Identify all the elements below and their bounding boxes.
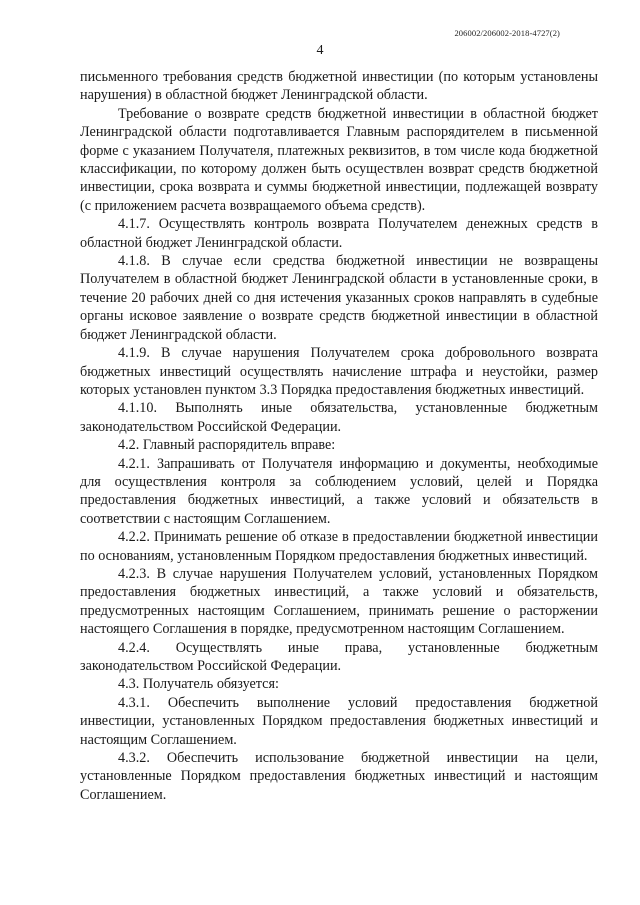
paragraph-4-3-1: 4.3.1. Обеспечить выполнение условий предоставления бюджетной инвестиции, установленных Порядком предоставления бюджетных инвестиций и настоящим Соглашением.	[80, 694, 598, 748]
paragraph-4-2-1: 4.2.1. Запрашивать от Получателя информацию и документы, необходимые для осуществления контроля за соблюдением условий, целей и Порядка предоставления бюджетных инвестиций, а также условий и обязательств в соответствии с настоящим Соглашением.	[80, 455, 598, 527]
paragraph-refund-requirement: Требование о возврате средств бюджетной инвестиции в областной бюджет Ленинградской области подготавливается Главным распорядителем в письменной форме с указанием Получателя, платежных реквизитов, в том числе кода бюджетной классификации, по которому должен быть осуществлен возврат средств бюджетной инвестиции, срока возврата и суммы бюджетной инвестиции, подлежащей возврату (с приложением расчета возвращаемого объема средств).	[80, 105, 598, 214]
paragraph-4-2-4: 4.2.4. Осуществлять иные права, установленные бюджетным законодательством Российской Федерации.	[80, 639, 598, 674]
paragraph-4-2-2: 4.2.2. Принимать решение об отказе в предоставлении бюджетной инвестиции по основаниям, установленным Порядком предоставления бюджетных инвестиций.	[80, 529, 598, 564]
paragraph-4-2: 4.2. Главный распорядитель вправе:	[118, 437, 336, 454]
document-body	[80, 68, 598, 804]
page-number: 4	[316, 43, 324, 58]
paragraph-continuation: письменного требования средств бюджетной инвестиции (по которым установлены нарушения) в областной бюджет Ленинградской области.	[80, 69, 598, 104]
paragraph-4-1-9: 4.1.9. В случае нарушения Получателем срока добровольного возврата бюджетных инвестиций осуществлять начисление штрафа и неустойки, размер которых установлен пунктом 3.3 Порядка предоставления бюджетных инвестиций.	[80, 345, 598, 398]
paragraph-4-1-7: 4.1.7. Осуществлять контроль возврата Получателем денежных средств в областной бюджет Ленинградской области.	[80, 216, 598, 251]
paragraph-4-2-3: 4.2.3. В случае нарушения Получателем условий, установленных Порядком предоставления бюджетных инвестиций, а также условий и обязательств, предусмотренных настоящим Соглашением, принимать решение о расторжении настоящего Соглашения в порядке, предусмотренном настоящим Соглашением.	[80, 565, 598, 638]
paragraph-4-1-10: 4.1.10. Выполнять иные обязательства, установленные бюджетным законодательством Российской Федерации.	[80, 400, 598, 435]
paragraph-4-1-8: 4.1.8. В случае если средства бюджетной инвестиции не возвращены Получателем в областной бюджет Ленинградской области в установленные сроки, в течение 20 рабочих дней со дня истечения указанных сроков направлять в судебные органы исковое заявление о возврате средств бюджетной инвестиции в областной бюджет Ленинградской области.	[80, 253, 598, 343]
paragraph-4-3-2: 4.3.2. Обеспечить использование бюджетной инвестиции на цели, установленные Порядком предоставления бюджетных инвестиций и настоящим Соглашением.	[80, 750, 598, 803]
document-id: 206002/206002-2018-4727(2)	[454, 28, 560, 38]
paragraph-4-3: 4.3. Получатель обязуется:	[118, 676, 279, 693]
